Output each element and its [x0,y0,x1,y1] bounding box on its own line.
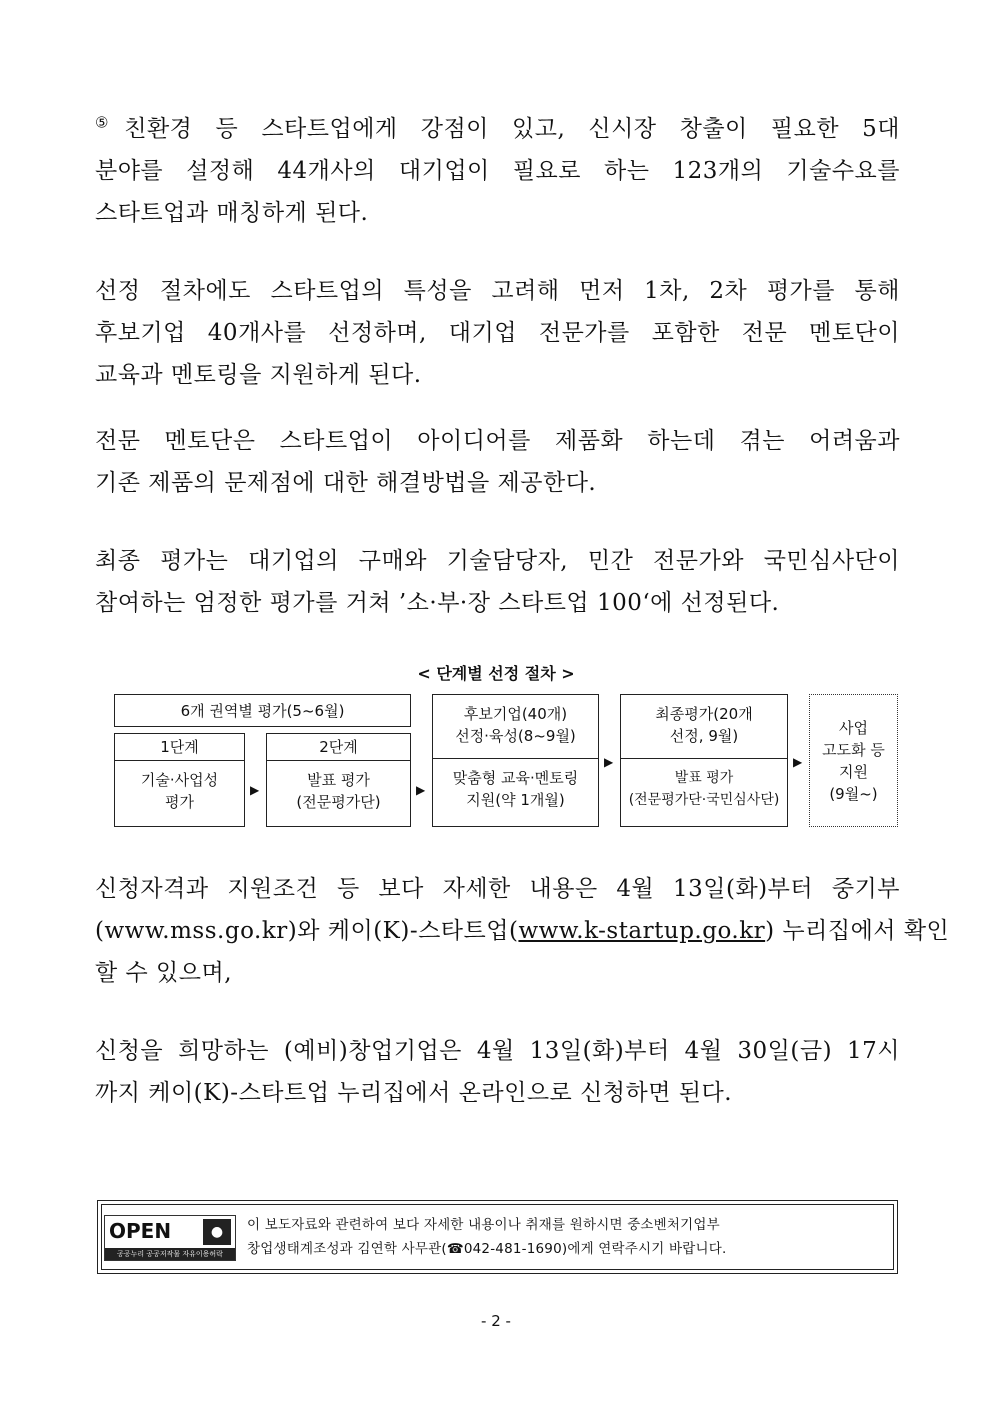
paragraph-line: 신청을 희망하는 (예비)창업기업은 4월 13일(화)부터 4월 30일(금) 17시 [95,1038,900,1064]
stage2-label: 2단계 [267,734,410,761]
paragraph-line: 전문 멘토단은 스타트업이 아이디어를 제품화 하는데 겪는 어려움과 [95,428,900,454]
paragraph-line [95,910,950,952]
final-evaluation-header: 최종평가(20개 선정, 9월) [621,695,787,759]
paragraph-line: 기존 제품의 문제점에 대한 해결방법을 제공한다. [95,470,597,496]
stage2-body: 발표 평가 (전문평가단) [296,771,381,811]
paragraph-6 [95,1030,900,1114]
person-icon: ● [203,1219,231,1245]
open-logo-strip: 공공누리 공공저작물 자유이용허락 [105,1248,235,1260]
paragraph-5 [95,868,950,994]
page-number: - 2 - [481,1312,511,1330]
open-logo-text: OPEN [109,1219,172,1243]
paragraph-line: 최종 평가는 대기업의 구매와 기술담당자, 민간 전문가와 국민심사단이 [95,548,900,574]
paragraph-4 [95,540,900,624]
stage2-box [266,733,411,827]
k-startup-link[interactable]: www.k-startup.go.kr [518,918,766,944]
candidate-body: 맞춤형 교육·멘토링 지원(약 1개월) [452,769,579,809]
paragraph-line: 선정 절차에도 스타트업의 특성을 고려해 먼저 1차, 2차 평가를 통해 [95,278,900,304]
arrow-right-icon: ▶ [604,755,614,769]
circled-number-marker: ⑤ [95,113,125,132]
final-evaluation-box [620,694,788,827]
contact-notice-text [247,1213,726,1261]
final-evaluation-body: 발표 평가 (전문평가단·국민심사단) [628,770,780,808]
paragraph-line: 후보기업 40개사를 선정하며, 대기업 전문가를 포함한 전문 멘토단이 [95,320,900,346]
contact-notice-line: 이 보도자료와 관련하여 보다 자세한 내용이나 취재를 원하시면 중소벤처기업부 [247,1217,720,1233]
business-support-box: 사업 고도화 등 지원 (9월~) [809,694,898,827]
arrow-right-icon: ▶ [793,755,803,769]
paragraph-text: 친환경 등 스타트업에게 강점이 있고, 신시장 창출이 필요한 5대 [124,116,900,142]
paragraph-1 [95,108,900,234]
contact-notice-line: 창업생태계조성과 김연학 사무관(☎042-481-1690)에게 연락주시기 바랍니다. [247,1241,727,1257]
paragraph-text: (www.mss.go.kr)와 케이(K)-스타트업( [95,918,519,944]
regional-evaluation-header: 6개 권역별 평가(5~6월) [114,694,411,727]
paragraph-line: 교육과 멘토링을 지원하게 된다. [95,362,422,388]
arrow-right-icon: ▶ [250,783,260,797]
paragraph-line: 스타트업과 매칭하게 된다. [95,200,369,226]
candidate-header: 후보기업(40개) 선정·육성(8~9월) [433,695,598,759]
stage1-label: 1단계 [115,734,244,761]
paragraph-2 [95,270,900,396]
candidate-box [432,694,599,827]
paragraph-line: 까지 케이(K)-스타트업 누리집에서 온라인으로 신청하면 된다. [95,1080,732,1106]
paragraph-line: 신청자격과 지원조건 등 보다 자세한 내용은 4월 13일(화)부터 중기부 [95,876,900,902]
process-title: < 단계별 선정 절차 > [417,664,575,683]
paragraph-line: 할 수 있으며, [95,960,233,986]
paragraph-line: 분야를 설정해 44개사의 대기업이 필요로 하는 123개의 기술수요를 [95,158,900,184]
stage1-body: 기술·사업성 평가 [140,771,219,811]
arrow-right-icon: ▶ [416,783,426,797]
paragraph-3 [95,420,900,504]
paragraph-text: ) 누리집에서 확인 [765,918,950,944]
paragraph-line: 참여하는 엄정한 평가를 거쳐 ’소·부·장 스타트업 100‘에 선정된다. [95,590,780,616]
open-license-logo [104,1215,236,1261]
paragraph-line [95,108,900,150]
stage1-box [114,733,245,827]
